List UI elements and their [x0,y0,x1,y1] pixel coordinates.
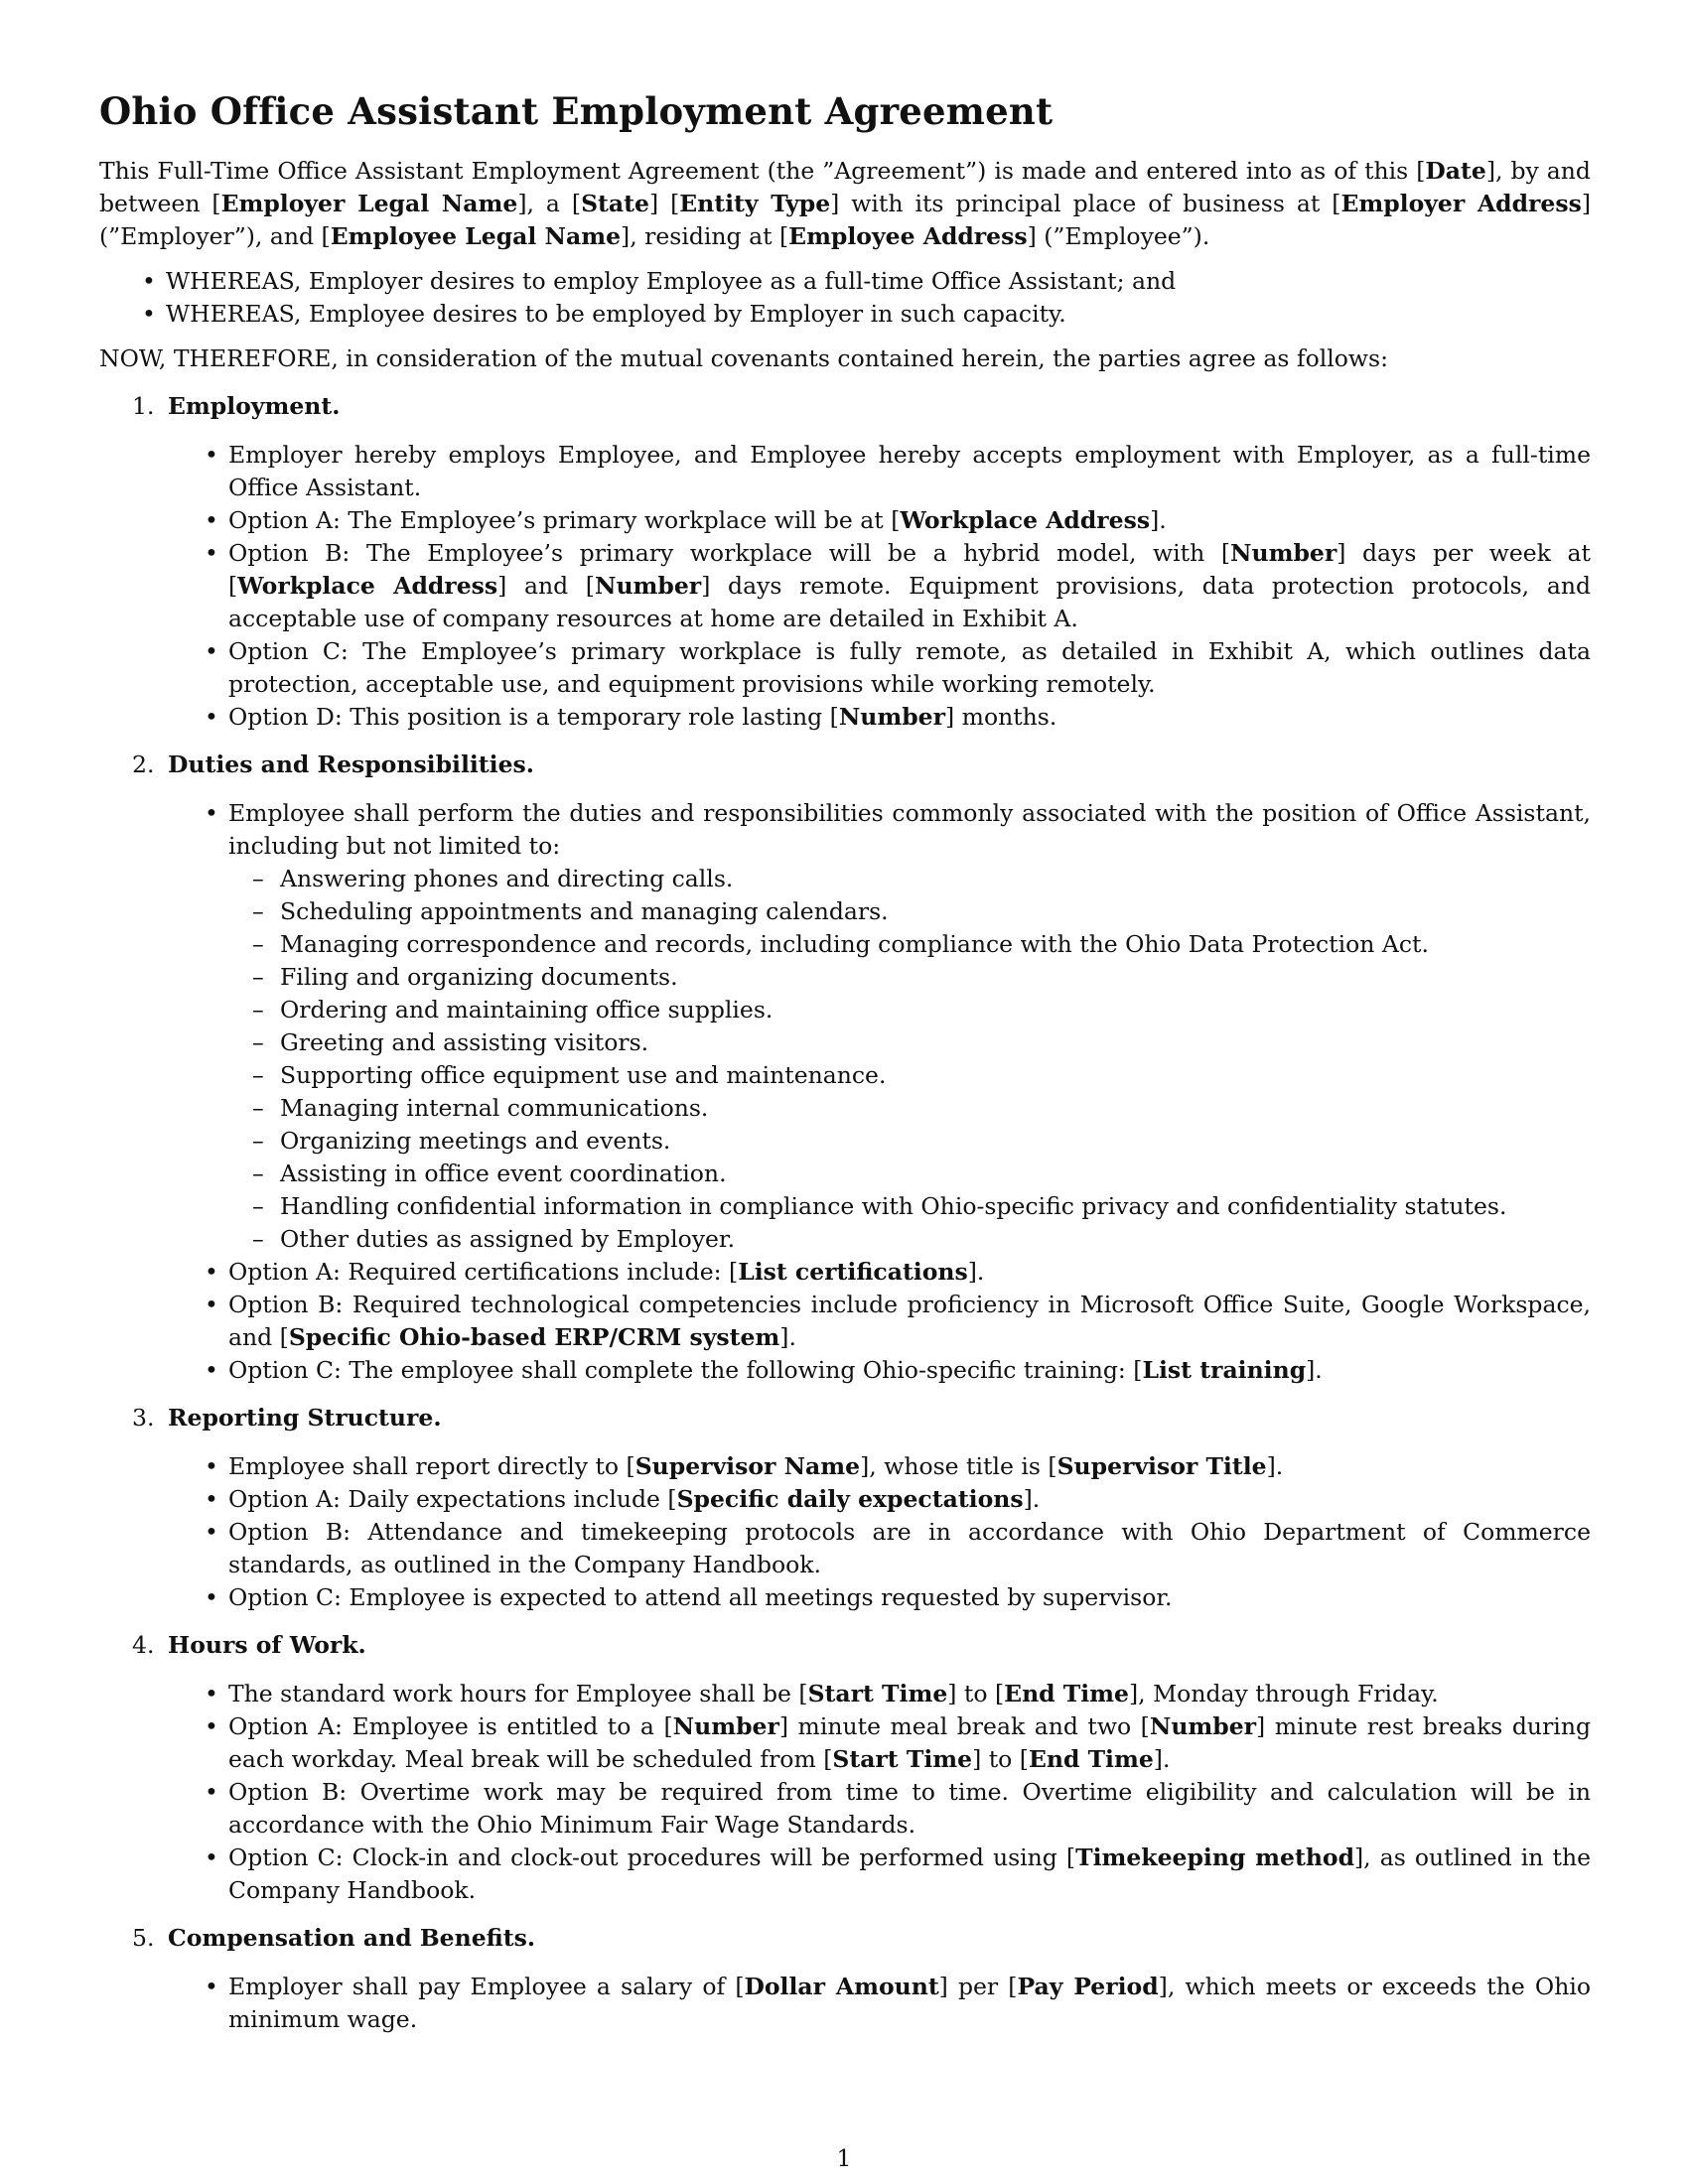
duty-item: – Handling confidential information in compliance with Ohio-specific privacy and confidentiality statutes. [252,1192,1507,1220]
duty-item: – Greeting and assisting visitors. [252,1028,649,1056]
field-start-time: Start Time [807,1680,948,1707]
section-number: 3. [132,1404,155,1432]
field-start-time: Start Time [832,1745,973,1773]
list-item: • The standard work hours for Employee shall be [Start Time] to [End Time], Monday through Friday. [228,1678,1591,1710]
section-heading: 2. Duties and Responsibilities. [99,749,1591,781]
duty-item: – Managing correspondence and records, including compliance with the Ohio Data Protection Act. [252,930,1429,958]
duty-item: – Organizing meetings and events. [252,1127,671,1155]
document-title: Ohio Office Assistant Employment Agreement [99,89,1054,133]
field-number: Number [594,572,702,600]
section-number: 5. [132,1924,155,1952]
page-number: 1 [836,2144,852,2172]
document-body [99,87,1591,2051]
field-pay-period: Pay Period [1017,1973,1159,2000]
field-end-time: End Time [1004,1680,1129,1707]
section-number: 1. [132,392,155,420]
field-number: Number [1149,1712,1257,1740]
list-item: • Option A: Required certifications include: [List certifications]. [228,1256,1591,1289]
list-item: • Option B: Overtime work may be required from time to time. Overtime eligibility and calculation will be in accordance with the Ohio Minimum Fair Wage Standards. [228,1776,1591,1842]
duty-item: – Ordering and maintaining office supplies. [252,996,774,1024]
field-erp-crm-system: Specific Ohio-based ERP/CRM system [288,1323,780,1351]
section-reporting-structure [99,1402,1591,1614]
section-heading: 5. Compensation and Benefits. [99,1922,1591,1955]
field-number: Number [672,1712,779,1740]
field-daily-expectations: Specific daily expectations [676,1485,1024,1513]
list-item: • Option A: Employee is entitled to a [Number] minute meal break and two [Number] minute rest breaks during each workday. Meal break will be scheduled from [Start Time] to [End Time]. [228,1710,1591,1776]
intro-paragraph: This Full-Time Office Assistant Employment Agreement (the ”Agreement”) is made and entered into as of this [Date], by and between [Employer Legal Name], a [State] [Entity Type] with its principal place of business at [Employer Address] (”Employer”), and [Employee Legal Name], residing at [Employee Address] (”Employee”). [99,157,1592,250]
field-entity-type: Entity Type [679,190,831,217]
list-item: • Option B: Required technological competencies include proficiency in Microsoft Office Suite, Google Workspace, and [Specific Ohio-based ERP/CRM system]. [228,1289,1591,1354]
bullet-list [99,439,1591,734]
field-training: List training [1142,1356,1307,1384]
field-supervisor-title: Supervisor Title [1056,1452,1267,1480]
field-employee-address: Employee Address [788,222,1028,250]
section-heading: 1. Employment. [99,390,1591,423]
list-item: • Option A: Daily expectations include [Specific daily expectations]. [228,1483,1591,1516]
list-item: • Employee shall perform the duties and responsibilities commonly associated with the position of Office Assistant, including but not limited to: – Answering phones and directing calls. – Scheduling appointments and managing calendars. – Managing correspondence and records, including compliance with the Ohio Data Protection Act. – Filing and organizing documents. – Ordering and maintaining office supplies. – Greeting and assisting visitors. – Supporting office equipment use and maintenance. – Managing internal communications. – Organizing meetings and events. – Assisting in office event coordination. – Handling confidential information in compliance with Ohio-specific privacy and confidentiality statutes. – Other duties as assigned by Employer. [228,797,1591,1256]
list-item: • Option A: The Employee’s primary workplace will be at [Workplace Address]. [228,504,1591,537]
list-item: • Option B: The Employee’s primary workplace will be a hybrid model, with [Number] days per week at [Workplace Address] and [Number] days remote. Equipment provisions, data protection protocols, and acceptable use of company resources at home are detailed in Exhibit A. [228,537,1591,635]
list-item: • Option C: The employee shall complete the following Ohio-specific training: [List training]. [228,1354,1591,1387]
section-hours-of-work [99,1629,1591,1907]
field-certifications: List certifications [738,1258,968,1286]
list-item: • Option C: Employee is expected to attend all meetings requested by supervisor. [228,1581,1591,1614]
whereas-item: • WHEREAS, Employer desires to employ Employee as a full-time Office Assistant; and [166,265,1591,298]
field-date: Date [1425,157,1486,185]
duty-item: – Managing internal communications. [252,1094,709,1122]
field-dollar-amount: Dollar Amount [744,1973,939,2000]
field-supervisor-name: Supervisor Name [634,1452,861,1480]
bullet-list [99,797,1591,1387]
list-item: • Employee shall report directly to [Supervisor Name], whose title is [Supervisor Title]. [228,1450,1591,1483]
field-employer-name: Employer Legal Name [220,190,518,217]
section-heading: 3. Reporting Structure. [99,1402,1591,1434]
list-item: • Employer hereby employs Employee, and Employee hereby accepts employment with Employer, as a full-time Office Assistant. [228,439,1591,504]
section-duties [99,749,1591,1387]
section-number: 2. [132,751,155,778]
bullet-list [99,1450,1591,1614]
duty-item: – Other duties as assigned by Employer. [252,1225,736,1253]
duty-item: – Assisting in office event coordination. [252,1160,727,1187]
field-workplace-address: Workplace Address [237,572,498,600]
field-state: State [581,190,649,217]
duty-item: – Filing and organizing documents. [252,963,678,991]
duties-list [228,863,1591,1256]
sections-list [99,390,1591,2036]
section-employment [99,390,1591,734]
list-item: • Option D: This position is a temporary role lasting [Number] months. [228,701,1591,734]
duty-item: – Supporting office equipment use and maintenance. [252,1061,887,1089]
now-therefore-clause: NOW, THEREFORE, in consideration of the mutual covenants contained herein, the parties agree as follows: [99,344,1389,372]
section-compensation [99,1922,1591,2036]
duty-item: – Scheduling appointments and managing calendars. [252,897,889,925]
field-employee-name: Employee Legal Name [330,222,622,250]
whereas-item: • WHEREAS, Employee desires to be employed by Employer in such capacity. [166,298,1591,331]
bullet-list [99,1678,1591,1907]
list-item: • Option C: The Employee’s primary workplace is fully remote, as detailed in Exhibit A, which outlines data protection, acceptable use, and equipment provisions while working remotely. [228,635,1591,701]
field-end-time: End Time [1028,1745,1154,1773]
section-heading: 4. Hours of Work. [99,1629,1591,1662]
duty-item: – Answering phones and directing calls. [252,865,734,892]
section-number: 4. [132,1631,155,1659]
field-number: Number [838,703,946,731]
field-workplace-address: Workplace Address [900,506,1151,534]
list-item: • Option B: Attendance and timekeeping protocols are in accordance with Ohio Department of Commerce standards, as outlined in the Company Handbook. [228,1516,1591,1581]
field-timekeeping-method: Timekeeping method [1075,1843,1355,1871]
whereas-list [99,265,1591,331]
list-item: • Employer shall pay Employee a salary of [Dollar Amount] per [Pay Period], which meets or exceeds the Ohio minimum wage. [228,1971,1591,2036]
list-item: • Option C: Clock-in and clock-out procedures will be performed using [Timekeeping method], as outlined in the Company Handbook. [228,1842,1591,1907]
field-employer-address: Employer Address [1340,190,1582,217]
bullet-list [99,1971,1591,2036]
field-number: Number [1230,539,1337,567]
